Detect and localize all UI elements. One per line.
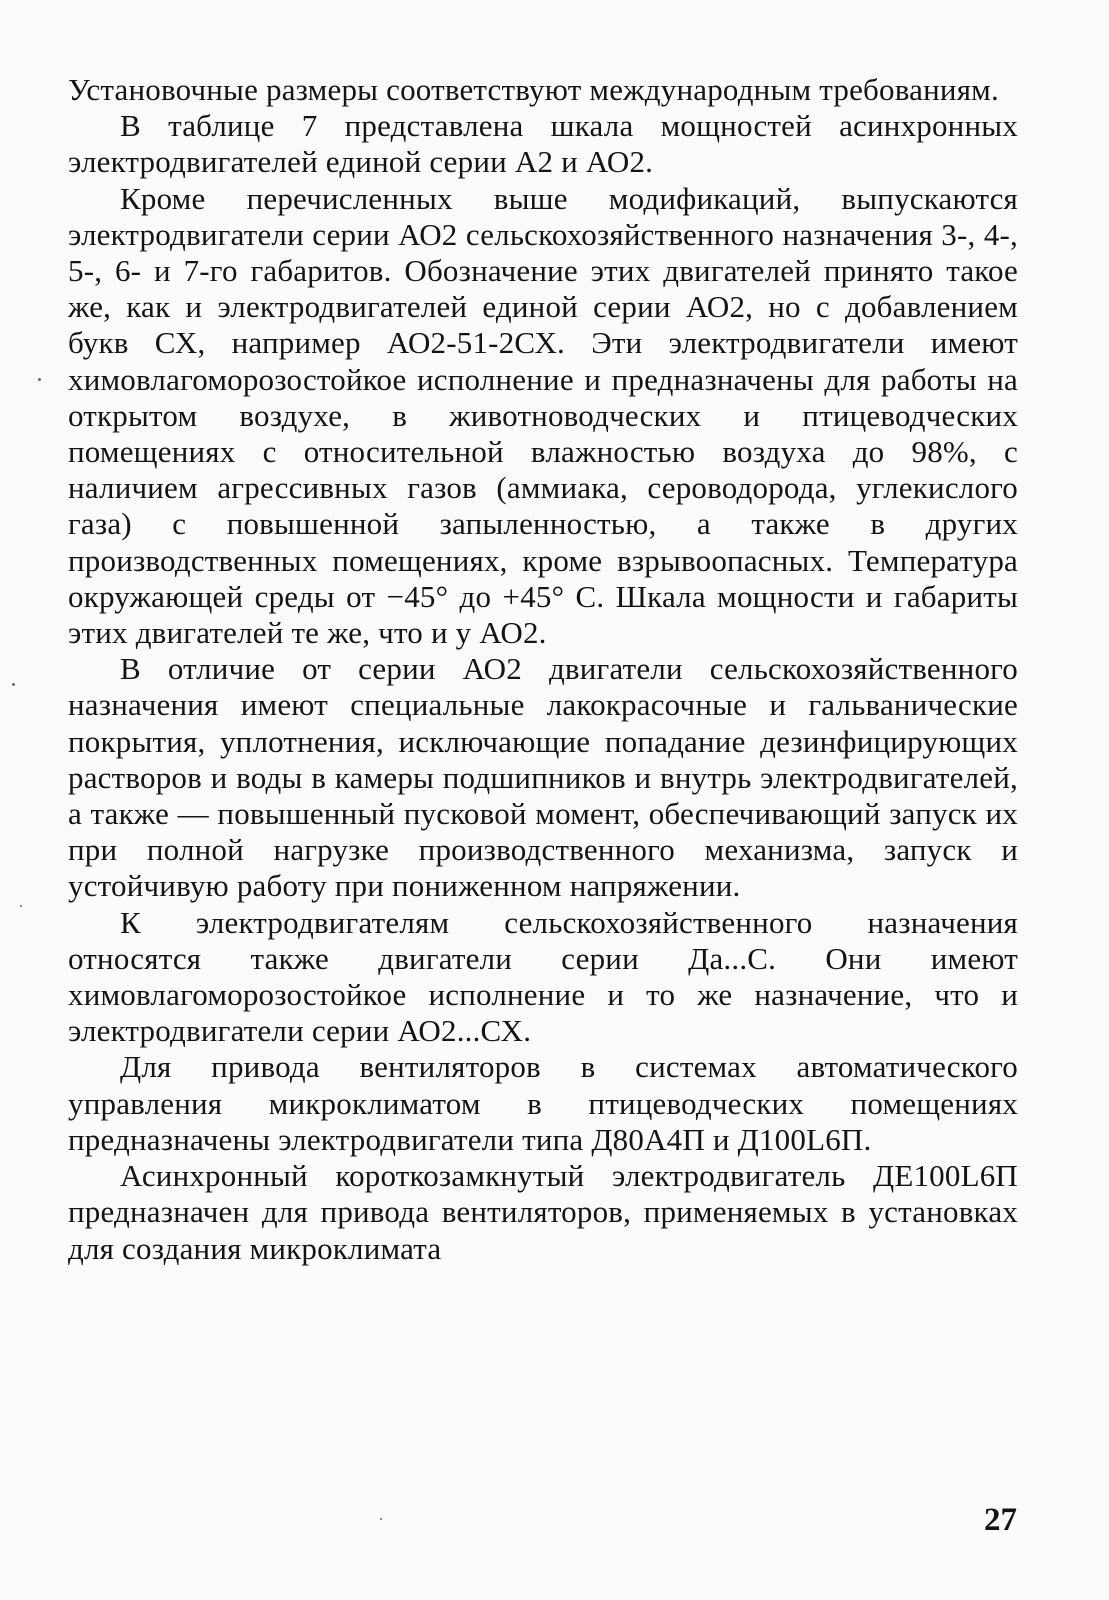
paragraph-6: Для привода вентиляторов в системах автоматического управления микроклиматом в птицеводческих помещениях предназначены электродвигатели типа Д80А4П и Д100L6П.	[68, 1049, 1018, 1157]
paragraph-7: Асинхронный короткозамкнутый электродвигатель ДЕ100L6П предназначен для привода вентиляторов, применяемых в установках для создания микроклимата	[68, 1158, 1018, 1266]
scan-speck	[20, 905, 22, 907]
scan-speck	[380, 1518, 382, 1520]
page-number: 27	[984, 1502, 1017, 1538]
paragraph-2: В таблице 7 представлена шкала мощностей асинхронных электродвигателей единой серии А2 и АО2.	[68, 108, 1018, 180]
paragraph-3: Кроме перечисленных выше модификаций, выпускаются электродвигатели серии АО2 сельскохозяйственного назначения 3-, 4-, 5-, 6- и 7-го габаритов. Обозначение этих двигателей принято такое же, как и электродвигателей единой серии АО2, но с добавлением букв СХ, например АО2-51-2СХ. Эти электродвигатели имеют химовлагоморозостойкое исполнение и предназначены для работы на открытом воздухе, в животноводческих и птицеводческих помещениях с относительной влажностью воздуха до 98%, с наличием агрессивных газов (аммиака, сероводорода, углекислого газа) с повышенной запыленностью, а также в других производственных помещениях, кроме взрывоопасных. Температура окружающей среды от −45° до +45° С. Шкала мощности и габариты этих двигателей те же, что и у АО2.	[68, 180, 1018, 651]
body-text	[68, 72, 1018, 1267]
paragraph-1: Установочные размеры соответствуют международным требованиям.	[68, 72, 999, 107]
scan-speck	[38, 378, 41, 381]
paragraph-5: К электродвигателям сельскохозяйственного назначения относятся также двигатели серии Да...С. Они имеют химовлагоморозостойкое исполнение и то же назначение, что и электродвигатели серии АО2...СХ.	[68, 904, 1018, 1049]
paragraph-4: В отличие от серии АО2 двигатели сельскохозяйственного назначения имеют специальные лакокрасочные и гальванические покрытия, уплотнения, исключающие попадание дезинфицирующих растворов и воды в камеры подшипников и внутрь электродвигателей, а также — повышенный пусковой момент, обеспечивающий запуск их при полной нагрузке производственного механизма, запуск и устойчивую работу при пониженном напряжении.	[68, 651, 1018, 904]
scan-speck	[12, 683, 15, 686]
